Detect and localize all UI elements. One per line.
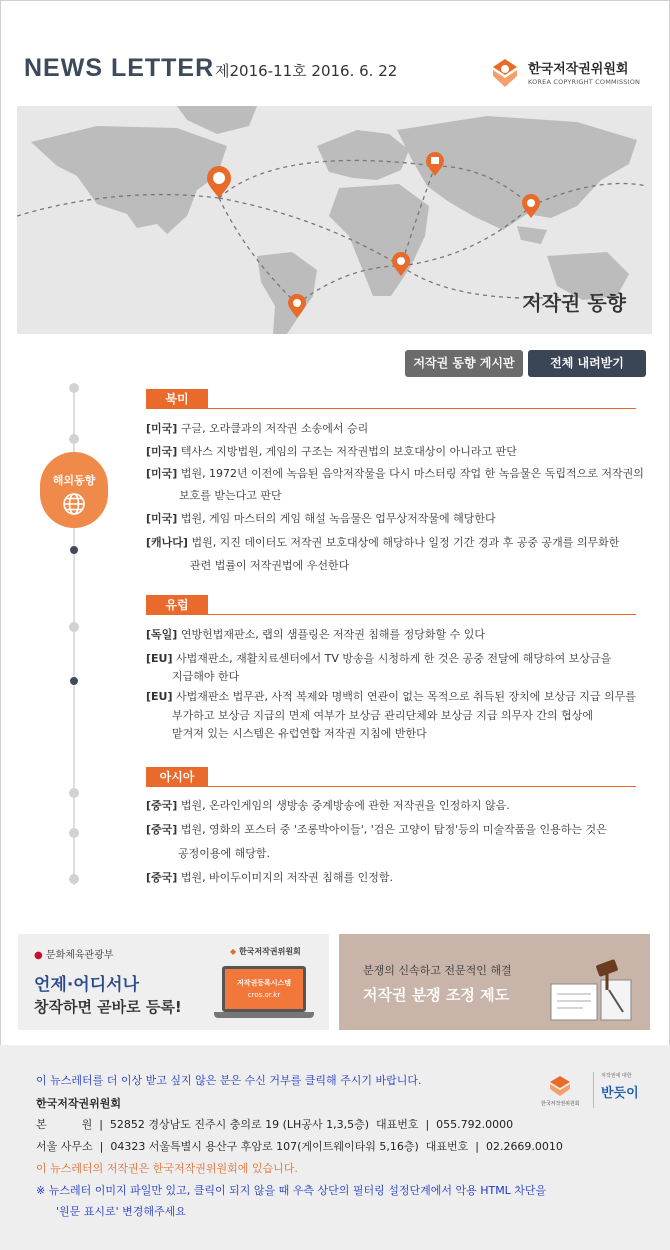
news-item-text: 법원, 지진 데이터도 저작권 보호대상에 해당하나 일정 기간 경과 후 공중 공개를 의무화한 <box>191 536 620 549</box>
gavel-document-icon <box>539 954 639 1024</box>
news-item-text: 법원, 영화의 포스터 중 '조롱박아이들', '검은 고양이 탐정'등의 미술작품을 인용하는 것은 <box>180 823 607 836</box>
globe-icon <box>62 492 86 516</box>
news-item-tag: [EU] <box>146 652 173 665</box>
news-item[interactable] <box>146 532 619 553</box>
unsubscribe-link[interactable]: 이 뉴스레터를 더 이상 받고 싶지 않은 분은 수신 거부를 클릭해 주시기 바랍니다. <box>36 1074 422 1087</box>
timeline-dot <box>69 874 79 884</box>
promo2-title: 저작권 분쟁 조정 제도 <box>363 986 510 1004</box>
news-item-continuation: 지급해야 한다 <box>172 670 240 683</box>
org-logo[interactable] <box>488 56 648 92</box>
news-item-text: 법원, 1972년 이전에 녹음된 음악저작물을 다시 마스터링 작업 한 녹음물은 독립적으로 저작권의 <box>180 467 644 480</box>
timeline-dot <box>69 828 79 838</box>
laptop-icon <box>214 966 314 1022</box>
section-asia-title: 아시아 <box>146 767 208 787</box>
news-item-text: 법원, 게임 마스터의 게임 해설 녹음물은 업무상저작물에 해당한다 <box>180 512 496 525</box>
timeline-dot <box>70 677 78 685</box>
news-item-continuation: 맡겨져 있는 시스템은 유럽연합 저작권 지침에 반한다 <box>172 727 427 740</box>
timeline-dot <box>69 788 79 798</box>
news-item-tag: [캐나다] <box>146 536 188 549</box>
news-item[interactable] <box>146 508 496 529</box>
footer-logo2-sub: 저작권에 대한 <box>601 1073 632 1079</box>
news-item-text: 사법재판소, 재활치료센터에서 TV 방송을 시청하게 한 것은 공중 전달에 해당하여 보상금을 <box>176 652 612 665</box>
section-divider <box>208 614 636 615</box>
news-item[interactable] <box>146 819 607 840</box>
timeline-dot <box>69 383 79 393</box>
news-item[interactable] <box>146 418 368 439</box>
timeline-dot <box>70 546 78 554</box>
news-item-tag: [미국] <box>146 445 178 458</box>
news-item-continuation: 부가하고 보상금 지급의 면제 여부가 보상금 관리단체와 보상금 지급 의무자 간의 협상에 <box>172 709 593 722</box>
footer-seoul-address: 서울 사무소 | 04323 서울특별시 용산구 후암로 107(게이트웨이타워 5,16층) 대표번호 | 02.2669.0010 <box>36 1140 563 1153</box>
promo-headline-1: 언제·어디서나 <box>34 975 139 995</box>
issue-number: 제2016-11호 2016. 6. 22 <box>215 62 398 80</box>
promo-headline-2: 창작하면 곧바로 등록! <box>34 998 182 1016</box>
footer-copyright: 이 뉴스레터의 저작권은 한국저작권위원회에 있습니다. <box>36 1162 298 1175</box>
news-item-tag: [미국] <box>146 422 178 435</box>
news-item-tag: [독일] <box>146 628 178 641</box>
news-item-text: 사법재판소 법무관, 사적 복제와 명백히 연관이 없는 목적으로 취득된 장치에 보상금 지급 의무를 <box>176 690 636 703</box>
ministry-name: ● 문화체육관광부 <box>34 950 114 961</box>
promo2-subtitle: 분쟁의 신속하고 전문적인 해결 <box>363 964 512 977</box>
download-all-button[interactable]: 전체 내려받기 <box>528 350 646 377</box>
section-divider <box>208 408 636 409</box>
footer-logo-org: 한국저작권위원회 <box>541 1101 580 1107</box>
section-north-america-title: 북미 <box>146 389 208 409</box>
org-logo-icon <box>488 56 522 90</box>
laptop-screen-url: cros.or.kr <box>247 991 281 999</box>
news-item-text: 연방헌법재판소, 랩의 샘플링은 저작권 침해를 정당화할 수 있다 <box>180 628 486 641</box>
news-item[interactable] <box>146 463 644 484</box>
footer-notice: ※ 뉴스레터 이미지 파일만 있고, 클릭이 되지 않을 때 우측 상단의 필터링 설정단계에서 악용 HTML 차단을 <box>36 1184 547 1197</box>
news-item-tag: [중국] <box>146 799 178 812</box>
timeline-dot <box>69 622 79 632</box>
org-name: 한국저작권위원회 <box>528 62 629 77</box>
news-item-tag: [EU] <box>146 690 173 703</box>
footer-logos <box>541 1072 647 1110</box>
dispute-mediation-banner[interactable] <box>339 934 650 1030</box>
footer-notice-cont: '원문 표시로' 변경해주세요 <box>56 1205 186 1218</box>
news-item-tag: [미국] <box>146 467 178 480</box>
banner-title: 저작권 동향 <box>522 291 626 315</box>
news-item[interactable] <box>146 867 393 888</box>
news-item[interactable] <box>146 624 485 645</box>
news-item-text: 법원, 바이두이미지의 저작권 침해를 인정함. <box>180 871 394 884</box>
copyright-trends-board-button[interactable]: 저작권 동향 게시판 <box>405 350 523 377</box>
overseas-trends-label: 해외동향 <box>52 474 96 487</box>
news-item[interactable] <box>146 795 510 816</box>
footer-hq-address: 본 원 | 52852 경상남도 진주시 충의로 19 (LH공사 1,3,5층) 대표번호 | 055.792.0000 <box>36 1118 514 1131</box>
news-item-text: 구글, 오라클과의 저작권 소송에서 승리 <box>180 422 369 435</box>
news-item[interactable] <box>146 686 636 707</box>
newsletter-title: NEWS LETTER <box>24 54 215 82</box>
hero-banner <box>17 106 652 334</box>
news-item[interactable] <box>146 441 517 462</box>
news-item-continuation: 관련 법률이 저작권법에 우선한다 <box>190 559 350 572</box>
news-item-tag: [중국] <box>146 871 178 884</box>
news-item-continuation: 보호를 받는다고 판단 <box>179 489 282 502</box>
news-item-text: 법원, 온라인게임의 생방송 중계방송에 관한 저작권을 인정하지 않음. <box>180 799 510 812</box>
section-europe-title: 유럽 <box>146 595 208 615</box>
news-item-tag: [미국] <box>146 512 178 525</box>
news-item-text: 텍사스 지방법원, 게임의 구조는 저작권법의 보호대상이 아니라고 판단 <box>180 445 517 458</box>
footer-logo2: 반듯이 <box>601 1086 639 1101</box>
footer-org-name: 한국저작권위원회 <box>36 1097 122 1110</box>
overseas-trends-badge <box>40 452 108 528</box>
org-name-en: KOREA COPYRIGHT COMMISSION <box>528 78 641 86</box>
timeline-dot <box>69 434 79 444</box>
section-divider <box>208 786 636 787</box>
news-item-tag: [중국] <box>146 823 178 836</box>
laptop-screen-title: 저작권등록시스템 <box>236 979 292 987</box>
org-logo-small-icon <box>547 1074 573 1098</box>
news-item-continuation: 공정이용에 해당함. <box>178 847 271 860</box>
copyright-registration-banner[interactable] <box>18 934 329 1030</box>
org-name-small: ◆ 한국저작권위원회 <box>230 947 301 956</box>
